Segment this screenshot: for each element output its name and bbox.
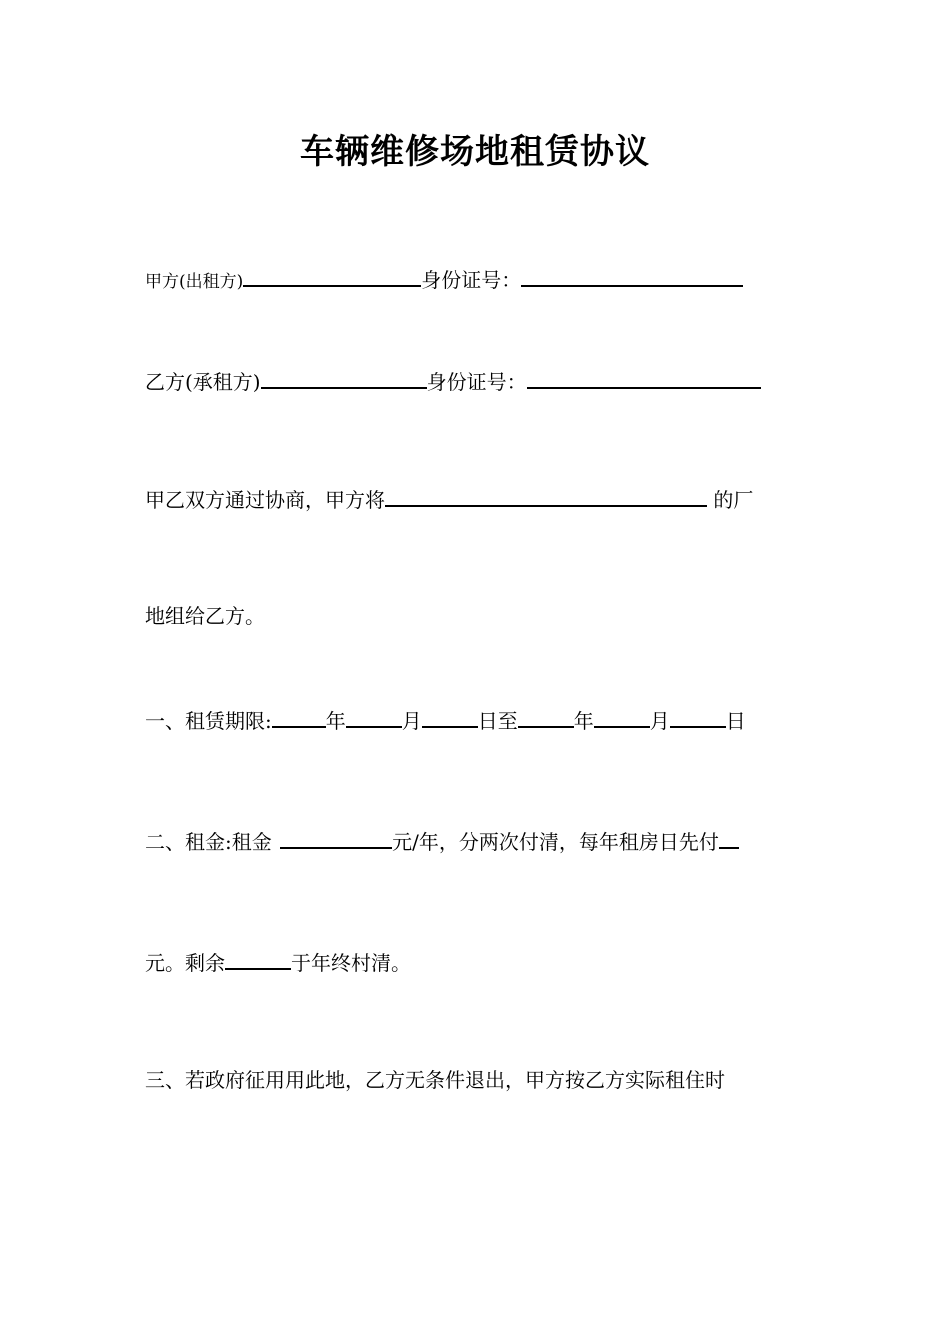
party-a-id-blank[interactable] <box>521 263 743 287</box>
clause2-line2 <box>145 946 411 978</box>
intro-line <box>145 483 753 515</box>
document-title: 车辆维修场地租赁协议 <box>300 132 650 172</box>
start-year-blank[interactable] <box>272 704 326 728</box>
clause1-month2: 月 <box>649 709 670 733</box>
clause1-year2: 年 <box>573 709 594 733</box>
party-b-name-blank[interactable] <box>261 365 427 389</box>
party-a-name-blank[interactable] <box>243 263 421 287</box>
clause1-day-to: 日至 <box>477 709 518 733</box>
party-b-id-label: 身份证号： <box>426 370 527 394</box>
clause1-year1: 年 <box>325 709 346 733</box>
party-b-label: 乙方(承租方) <box>145 370 261 394</box>
intro-text-before: 甲乙双方通过协商，甲方将 <box>145 488 385 512</box>
start-month-blank[interactable] <box>346 704 402 728</box>
clause3-line: 三、若政府征用用此地，乙方无条件退出，甲方按乙方实际租住时 <box>145 1068 725 1092</box>
party-a-line <box>145 263 743 297</box>
party-b-id-blank[interactable] <box>527 365 761 389</box>
clause2-line2-start: 元。剩余 <box>145 951 225 975</box>
remaining-blank[interactable] <box>225 946 291 970</box>
clause1-lead: 一、租赁期限: <box>145 709 272 733</box>
party-a-label: 甲方(出租方) <box>145 272 244 292</box>
intro-continuation-line: 地组给乙方。 <box>145 604 265 628</box>
start-day-blank[interactable] <box>422 704 478 728</box>
clause2-lead: 二、租金:租金 <box>145 830 279 854</box>
party-b-line <box>145 365 761 397</box>
end-day-blank[interactable] <box>670 704 726 728</box>
clause1-line <box>145 704 746 736</box>
clause2-mid: 元/年，分两次付清，每年租房日先付 <box>392 830 719 854</box>
end-month-blank[interactable] <box>594 704 650 728</box>
clause2-line2-end: 于年终村清。 <box>291 951 411 975</box>
rent-amount-blank[interactable] <box>280 825 392 849</box>
clause2-line <box>145 825 739 857</box>
first-payment-blank[interactable] <box>719 825 739 849</box>
party-a-id-label: 身份证号： <box>421 268 522 292</box>
premises-blank[interactable] <box>385 483 707 507</box>
clause1-day2: 日 <box>725 709 746 733</box>
end-year-blank[interactable] <box>518 704 574 728</box>
intro-text-after: 的厂 <box>707 488 754 512</box>
clause1-month1: 月 <box>401 709 422 733</box>
